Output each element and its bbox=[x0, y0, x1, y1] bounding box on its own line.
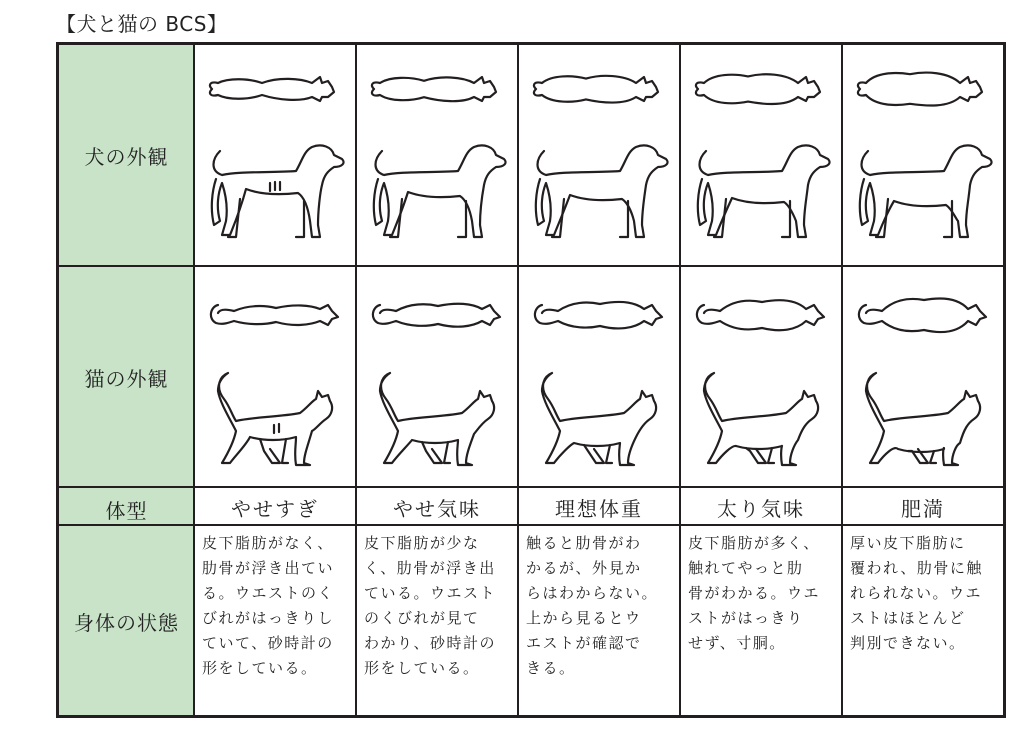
cat-side-view-icon bbox=[848, 367, 998, 477]
body-type-label: 理想体重 bbox=[555, 497, 643, 521]
body-type-label: 太り気味 bbox=[717, 497, 805, 521]
dog-top-view-icon bbox=[528, 67, 668, 117]
row-divider bbox=[59, 486, 1003, 488]
cat-top-view-icon bbox=[852, 291, 992, 341]
row-label-state: 身体の状態 bbox=[74, 611, 179, 635]
dog-top-view-icon bbox=[366, 67, 506, 117]
dog-side-view-icon bbox=[200, 141, 350, 251]
body-state-description: 皮下脂肪がなく、 肋骨が浮き出てい る。ウエストのく びれがはっきりし ていて、砂時計の 形をしている。 bbox=[202, 534, 335, 677]
cat-top-view-icon bbox=[204, 291, 344, 341]
row-divider bbox=[59, 524, 1003, 526]
row-label-type: 体型 bbox=[105, 499, 148, 523]
dog-side-view-icon bbox=[524, 141, 674, 251]
dog-top-view-icon bbox=[690, 67, 830, 117]
body-type-label: 肥満 bbox=[901, 497, 945, 521]
row-label-dog: 犬の外観 bbox=[84, 145, 169, 169]
dog-top-view-icon bbox=[852, 67, 992, 117]
dog-side-view-icon bbox=[848, 141, 998, 251]
body-type-label: やせ気味 bbox=[393, 497, 481, 521]
cat-side-view-icon bbox=[362, 367, 512, 477]
dog-side-view-icon bbox=[686, 141, 836, 251]
page-title: 【犬と猫の BCS】 bbox=[56, 12, 228, 36]
cat-top-view-icon bbox=[366, 291, 506, 341]
body-state-description: 皮下脂肪が多く、 触れてやっと肋 骨がわかる。ウエ ストがはっきり せず、寸胴。 bbox=[688, 534, 821, 652]
dog-top-view-icon bbox=[204, 67, 344, 117]
cat-side-view-icon bbox=[524, 367, 674, 477]
body-state-description: 厚い皮下脂肪に 覆われ、肋骨に触 れられない。ウエ ストはほとんど 判別できない。 bbox=[850, 534, 983, 652]
body-state-description: 皮下脂肪が少な く、肋骨が浮き出 ている。ウエスト のくびれが見て わかり、砂時計の 形をしている。 bbox=[364, 534, 497, 677]
cat-top-view-icon bbox=[690, 291, 830, 341]
cat-side-view-icon bbox=[200, 367, 350, 477]
dog-side-view-icon bbox=[362, 141, 512, 251]
cat-side-view-icon bbox=[686, 367, 836, 477]
bcs-table bbox=[56, 42, 1006, 718]
row-divider bbox=[59, 265, 1003, 267]
body-type-label: やせすぎ bbox=[231, 497, 319, 521]
cat-top-view-icon bbox=[528, 291, 668, 341]
body-state-description: 触ると肋骨がわ かるが、外見か らはわからない。 上から見るとウ エストが確認で きる。 bbox=[526, 534, 659, 677]
row-label-cat: 猫の外観 bbox=[84, 367, 169, 391]
